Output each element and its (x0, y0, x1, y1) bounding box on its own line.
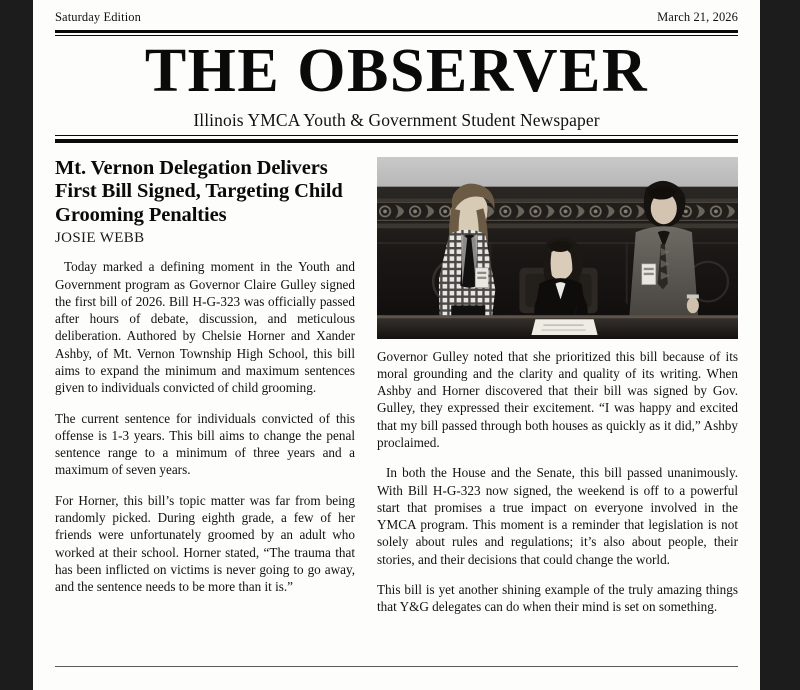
article-headline: Mt. Vernon Delegation Delivers First Bill Signed, Targeting Child Grooming Penalties (55, 156, 343, 226)
publication-date: March 21, 2026 (657, 10, 738, 24)
article-byline: JOSIE WEBB (55, 230, 145, 247)
paragraph: Governor Gulley noted that she prioritized this bill because of its moral grounding and the clarity and quality of its writing. When Ashby and Horner discovered that their bill was signed by Gov. Gulley, they expressed their excitement. “I was happy and excited that my bill passed through both houses as quickly as it did,” Ashby proclaimed. (377, 348, 738, 451)
paragraph: This bill is yet another shining example of the truly amazing things that Y&G delegates can do when their mind is set on something. (377, 582, 738, 615)
bill-signing-photo (377, 157, 738, 339)
right-column-text (377, 348, 738, 616)
newspaper-page (33, 0, 760, 690)
masthead-rule (55, 135, 738, 142)
footer-rule (55, 666, 738, 667)
edition-label: Saturday Edition (55, 10, 141, 24)
paragraph: For Horner, this bill’s topic matter was far from being randomly picked. During eighth grade, a few of her friends were unfortunately groomed by an adult who worked at their school. Horner stated, “The trauma that has been inflicted on victims is never going to go away, and the sentence needs to be more than it is.” (55, 492, 355, 595)
dateline-bar (55, 0, 738, 27)
article-body (55, 157, 738, 657)
paragraph: The current sentence for individuals convicted of this offense is 1-3 years. This bill aims to change the penal sentence range to a minimum of three years and a maximum of seven years. (55, 410, 355, 478)
masthead (55, 37, 738, 131)
dateline-rule (55, 30, 738, 36)
article-column-right (377, 157, 738, 657)
article-column-left (55, 157, 355, 657)
column-gutter (355, 157, 377, 657)
page-title: THE OBSERVER (144, 37, 649, 105)
paragraph: Today marked a defining moment in the Youth and Government program as Governor Claire Gulley signed the first bill of 2026. Bill H-G-323 was officially passed after hours of debate, discussion, and meticulous deliberation. Authored by Chelsie Horner and Xander Ashby, of Mt. Vernon Township High School, this bill aims to expand the minimum and maximum sentences given to individuals convicted of child grooming. (55, 259, 355, 396)
masthead-subtitle: Illinois YMCA Youth & Government Student Newspaper (193, 110, 600, 131)
left-column-text (55, 258, 355, 595)
article-photo-wrap (377, 157, 738, 339)
paragraph: In both the House and the Senate, this bill passed unanimously. With Bill H-G-323 now signed, the weekend is off to a powerful start that promises a true impact on everyone involved in the YMCA program. This moment is a reminder that legislation is not solely about rules and regulations; it’s also about people, their stories, and their decisions that could change the world. (377, 465, 738, 567)
